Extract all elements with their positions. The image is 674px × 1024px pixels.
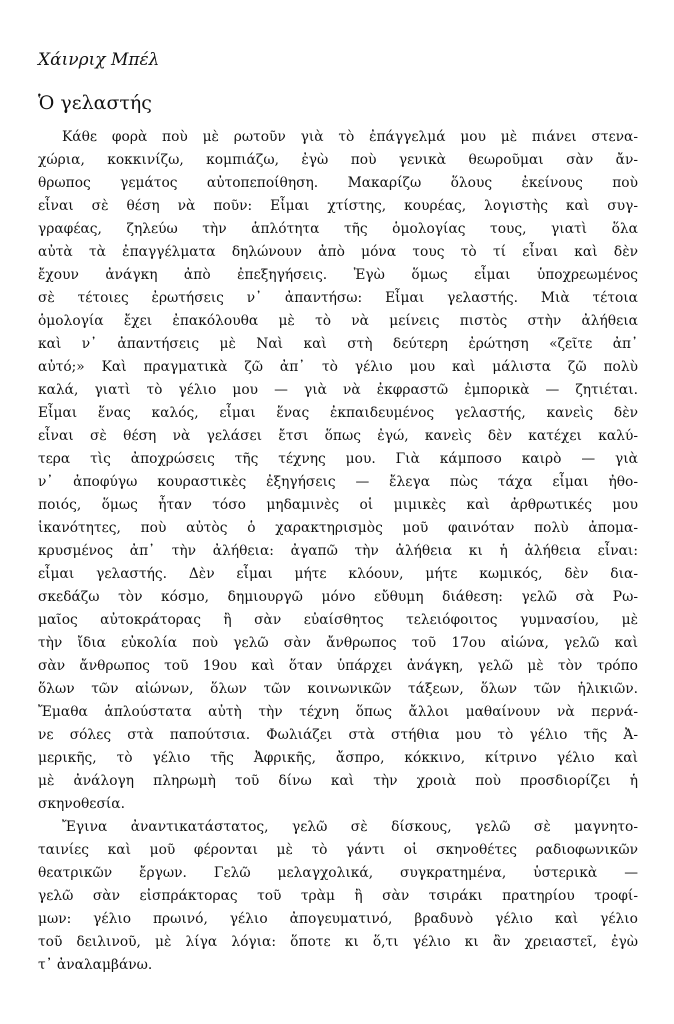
text-line: γελῶ σὰν εἰσπράκτορας τοῦ τρὰμ ἢ σὰν τσιράκι πρατηρίου τροφί-: [38, 888, 638, 904]
author-name: Χάινριχ Μπέλ: [38, 50, 160, 70]
text-line: ἔχουν ἀνάγκη ἀπὸ ἐπεξηγήσεις. Ἐγὼ ὅμως εἶμαι ὑποχρεωμένος: [38, 267, 638, 283]
story-title: Ὁ γελαστής: [38, 92, 152, 114]
text-line: ὁμολογία ἔχει ἐπακόλουθα μὲ τὸ νὰ μείνεις πιστὸς στὴν ἀλήθεια: [38, 313, 638, 329]
text-line: μων: γέλιο πρωινό, γέλιο ἀπογευματινό, βραδυνὸ γέλιο καὶ γέλιο: [38, 911, 638, 927]
text-line: ταινίες καὶ μοῦ φέρονται μὲ τὸ γάντι οἱ σκηνοθέτες ραδιοφωνικῶν: [38, 842, 638, 858]
text-line: χώρια, κοκκινίζω, κομπιάζω, ἐγὼ ποὺ γενικὰ θεωροῦμαι σὰν ἄν-: [38, 152, 638, 168]
text-line: Ἔγινα ἀναντικατάστατος, γελῶ σὲ δίσκους, γελῶ σὲ μαγνητο-: [62, 819, 638, 835]
text-line: σκηνοθεσία.: [38, 796, 125, 812]
text-line: ν᾽ ἀποφύγω κουραστικὲς ἐξηγήσεις — ἔλεγα πὼς τάχα εἶμαι ἠθο-: [38, 474, 638, 490]
text-line: καλά, γιατὶ τὸ γέλιο μου — γιὰ νὰ ἐκφραστῶ ἐμπορικὰ — ζητιέται.: [38, 382, 638, 398]
text-line: τὴν ἴδια εὐκολία ποὺ γελῶ σὰν ἄνθρωπος τοῦ 17ου αἰώνα, γελῶ καὶ: [38, 635, 638, 651]
paragraph: [38, 126, 638, 816]
text-line: τ᾽ ἀναλαμβάνω.: [38, 957, 153, 973]
paragraph: [38, 816, 638, 977]
text-line: εἶμαι γελαστής. Δὲν εἶμαι μήτε κλόουν, μήτε κωμικός, δὲν δια-: [38, 566, 638, 582]
text-line: τοῦ δειλινοῦ, μὲ λίγα λόγια: ὅποτε κι ὅ,τι γέλιο κι ἂν χρειαστεῖ, ἐγὼ: [38, 934, 638, 950]
text-line: αὐτὰ τὰ ἐπαγγέλματα δηλώνουν ἀπὸ μόνα τους τὸ τί εἶναι καὶ δὲν: [38, 244, 638, 260]
text-line: σὰν ἄνθρωπος τοῦ 19ου καὶ ὅταν ὑπάρχει ἀνάγκη, γελῶ μὲ τὸν τρόπο: [38, 658, 638, 674]
text-line: Εἶμαι ἕνας καλός, εἶμαι ἕνας ἐκπαιδευμένος γελαστής, κανεὶς δὲν: [38, 405, 638, 421]
story-text: [38, 126, 638, 977]
text-line: αὐτό;» Καὶ πραγματικὰ ζῶ ἀπ᾽ τὸ γέλιο μου καὶ μάλιστα ζῶ πολὺ: [38, 359, 638, 375]
text-line: εἶναι σὲ θέση νὰ γελάσει ἔτσι ὅπως ἐγώ, κανεὶς δὲν κατέχει καλύ-: [38, 428, 638, 444]
text-line: κρυσμένος ἀπ᾽ τὴν ἀλήθεια: ἀγαπῶ τὴν ἀλήθεια κι ἡ ἀλήθεια εἶναι:: [38, 543, 638, 559]
text-line: μαῖος αὐτοκράτορας ἢ σὰν εὐαίσθητος τελειόφοιτος γυμνασίου, μὲ: [38, 612, 638, 628]
text-line: καὶ ν᾽ ἀπαντήσεις μὲ Ναὶ καὶ στὴ δεύτερη ἐρώτηση «ζεῖτε ἀπ᾽: [38, 336, 638, 352]
text-line: θρωπος γεμάτος αὐτοπεποίθηση. Μακαρίζω ὅλους ἐκείνους ποὺ: [38, 175, 638, 191]
text-line: ὅλων τῶν αἰώνων, ὅλων τῶν κοινωνικῶν τάξεων, ὅλων τῶν ἡλικιῶν.: [38, 681, 638, 697]
text-line: μερικῆς, τὸ γέλιο τῆς Ἀφρικῆς, ἄσπρο, κόκκινο, κίτρινο γέλιο καὶ: [38, 750, 638, 766]
text-line: μὲ ἀνάλογη πληρωμὴ τοῦ δίνω καὶ τὴν χροιὰ ποὺ προσδιορίζει ἡ: [38, 773, 638, 789]
text-line: σὲ τέτοιες ἐρωτήσεις ν᾽ ἀπαντήσω: Εἶμαι γελαστής. Μιὰ τέτοια: [38, 290, 638, 306]
text-line: νε σόλες στὰ παπούτσια. Φωλιάζει στὰ στήθια μου τὸ γέλιο τῆς Ἀ-: [38, 727, 638, 743]
text-line: εἶναι σὲ θέση νὰ ποῦν: Εἶμαι χτίστης, κουρέας, λογιστὴς καὶ συγ-: [38, 198, 638, 214]
text-line: γραφέας, ζηλεύω τὴν ἁπλότητα τῆς ὁμολογίας τους, γιατὶ ὅλα: [38, 221, 638, 237]
text-line: ποιός, ὅμως ἦταν τόσο μηδαμινὲς οἱ μιμικὲς καὶ ἀρθρωτικές μου: [38, 497, 638, 513]
text-line: τερα τὶς ἀποχρώσεις τῆς τέχνης μου. Γιὰ κάμποσο καιρὸ — γιὰ: [38, 451, 638, 467]
text-line: Ἔμαθα ἁπλούστατα αὐτὴ τὴν τέχνη ὅπως ἄλλοι μαθαίνουν νὰ περνά-: [38, 704, 638, 720]
text-line: ἱκανότητες, ποὺ αὐτὸς ὁ χαρακτηρισμὸς μοῦ φαινόταν πολὺ ἀπομα-: [38, 520, 638, 536]
text-line: θεατρικῶν ἔργων. Γελῶ μελαγχολικά, συγκρατημένα, ὑστερικὰ —: [38, 865, 638, 881]
text-line: σκεδάζω τὸν κόσμο, δημιουργῶ μόνο εὔθυμη διάθεση: γελῶ σὰ Ρω-: [38, 589, 638, 605]
text-line: Κάθε φορὰ ποὺ μὲ ρωτοῦν γιὰ τὸ ἐπάγγελμά μου μὲ πιάνει στενα-: [62, 129, 638, 145]
